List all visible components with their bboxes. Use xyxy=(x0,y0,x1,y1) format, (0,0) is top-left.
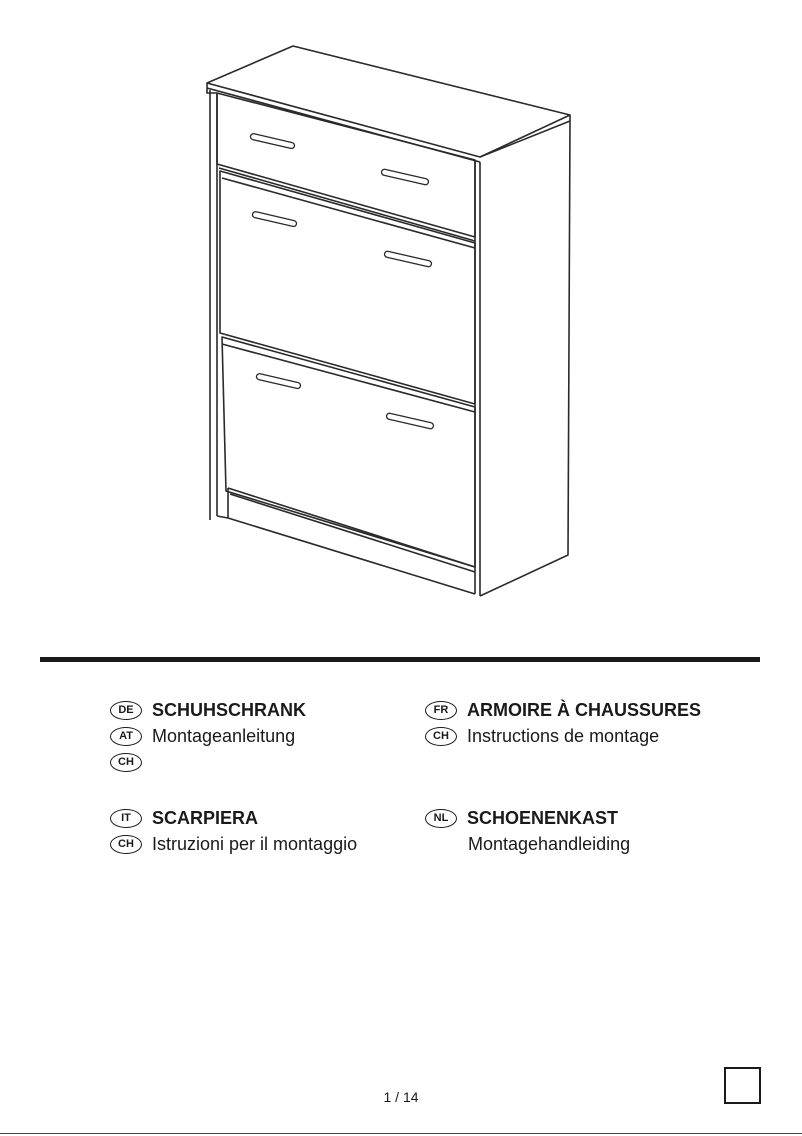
title-it: SCARPIERA xyxy=(152,807,259,828)
bottom-edge-line xyxy=(0,1133,802,1134)
title-fr: ARMOIRE À CHAUSSURES xyxy=(467,699,702,720)
country-badge-ch: CH xyxy=(425,727,457,746)
country-badge-de: DE xyxy=(110,701,142,720)
country-badge-at: AT xyxy=(110,727,142,746)
country-badge-nl: NL xyxy=(425,809,457,828)
section-nl xyxy=(425,805,630,857)
country-badge-it: IT xyxy=(110,809,142,828)
subtitle-nl: Montagehandleiding xyxy=(468,833,631,854)
country-badge-ch: CH xyxy=(110,753,142,772)
title-de: SCHUHSCHRANK xyxy=(152,699,307,720)
divider-rule xyxy=(40,657,760,662)
corner-box xyxy=(724,1067,761,1104)
subtitle-fr: Instructions de montage xyxy=(467,725,660,746)
country-badge-fr: FR xyxy=(425,701,457,720)
page-number: 1 / 14 xyxy=(383,1089,419,1105)
country-badge-ch: CH xyxy=(110,835,142,854)
subtitle-de: Montageanleitung xyxy=(152,725,296,746)
section-fr xyxy=(425,697,701,749)
section-it xyxy=(110,805,357,857)
title-nl: SCHOENENKAST xyxy=(467,807,619,828)
section-de xyxy=(110,697,306,775)
subtitle-it: Istruzioni per il montaggio xyxy=(152,833,358,854)
